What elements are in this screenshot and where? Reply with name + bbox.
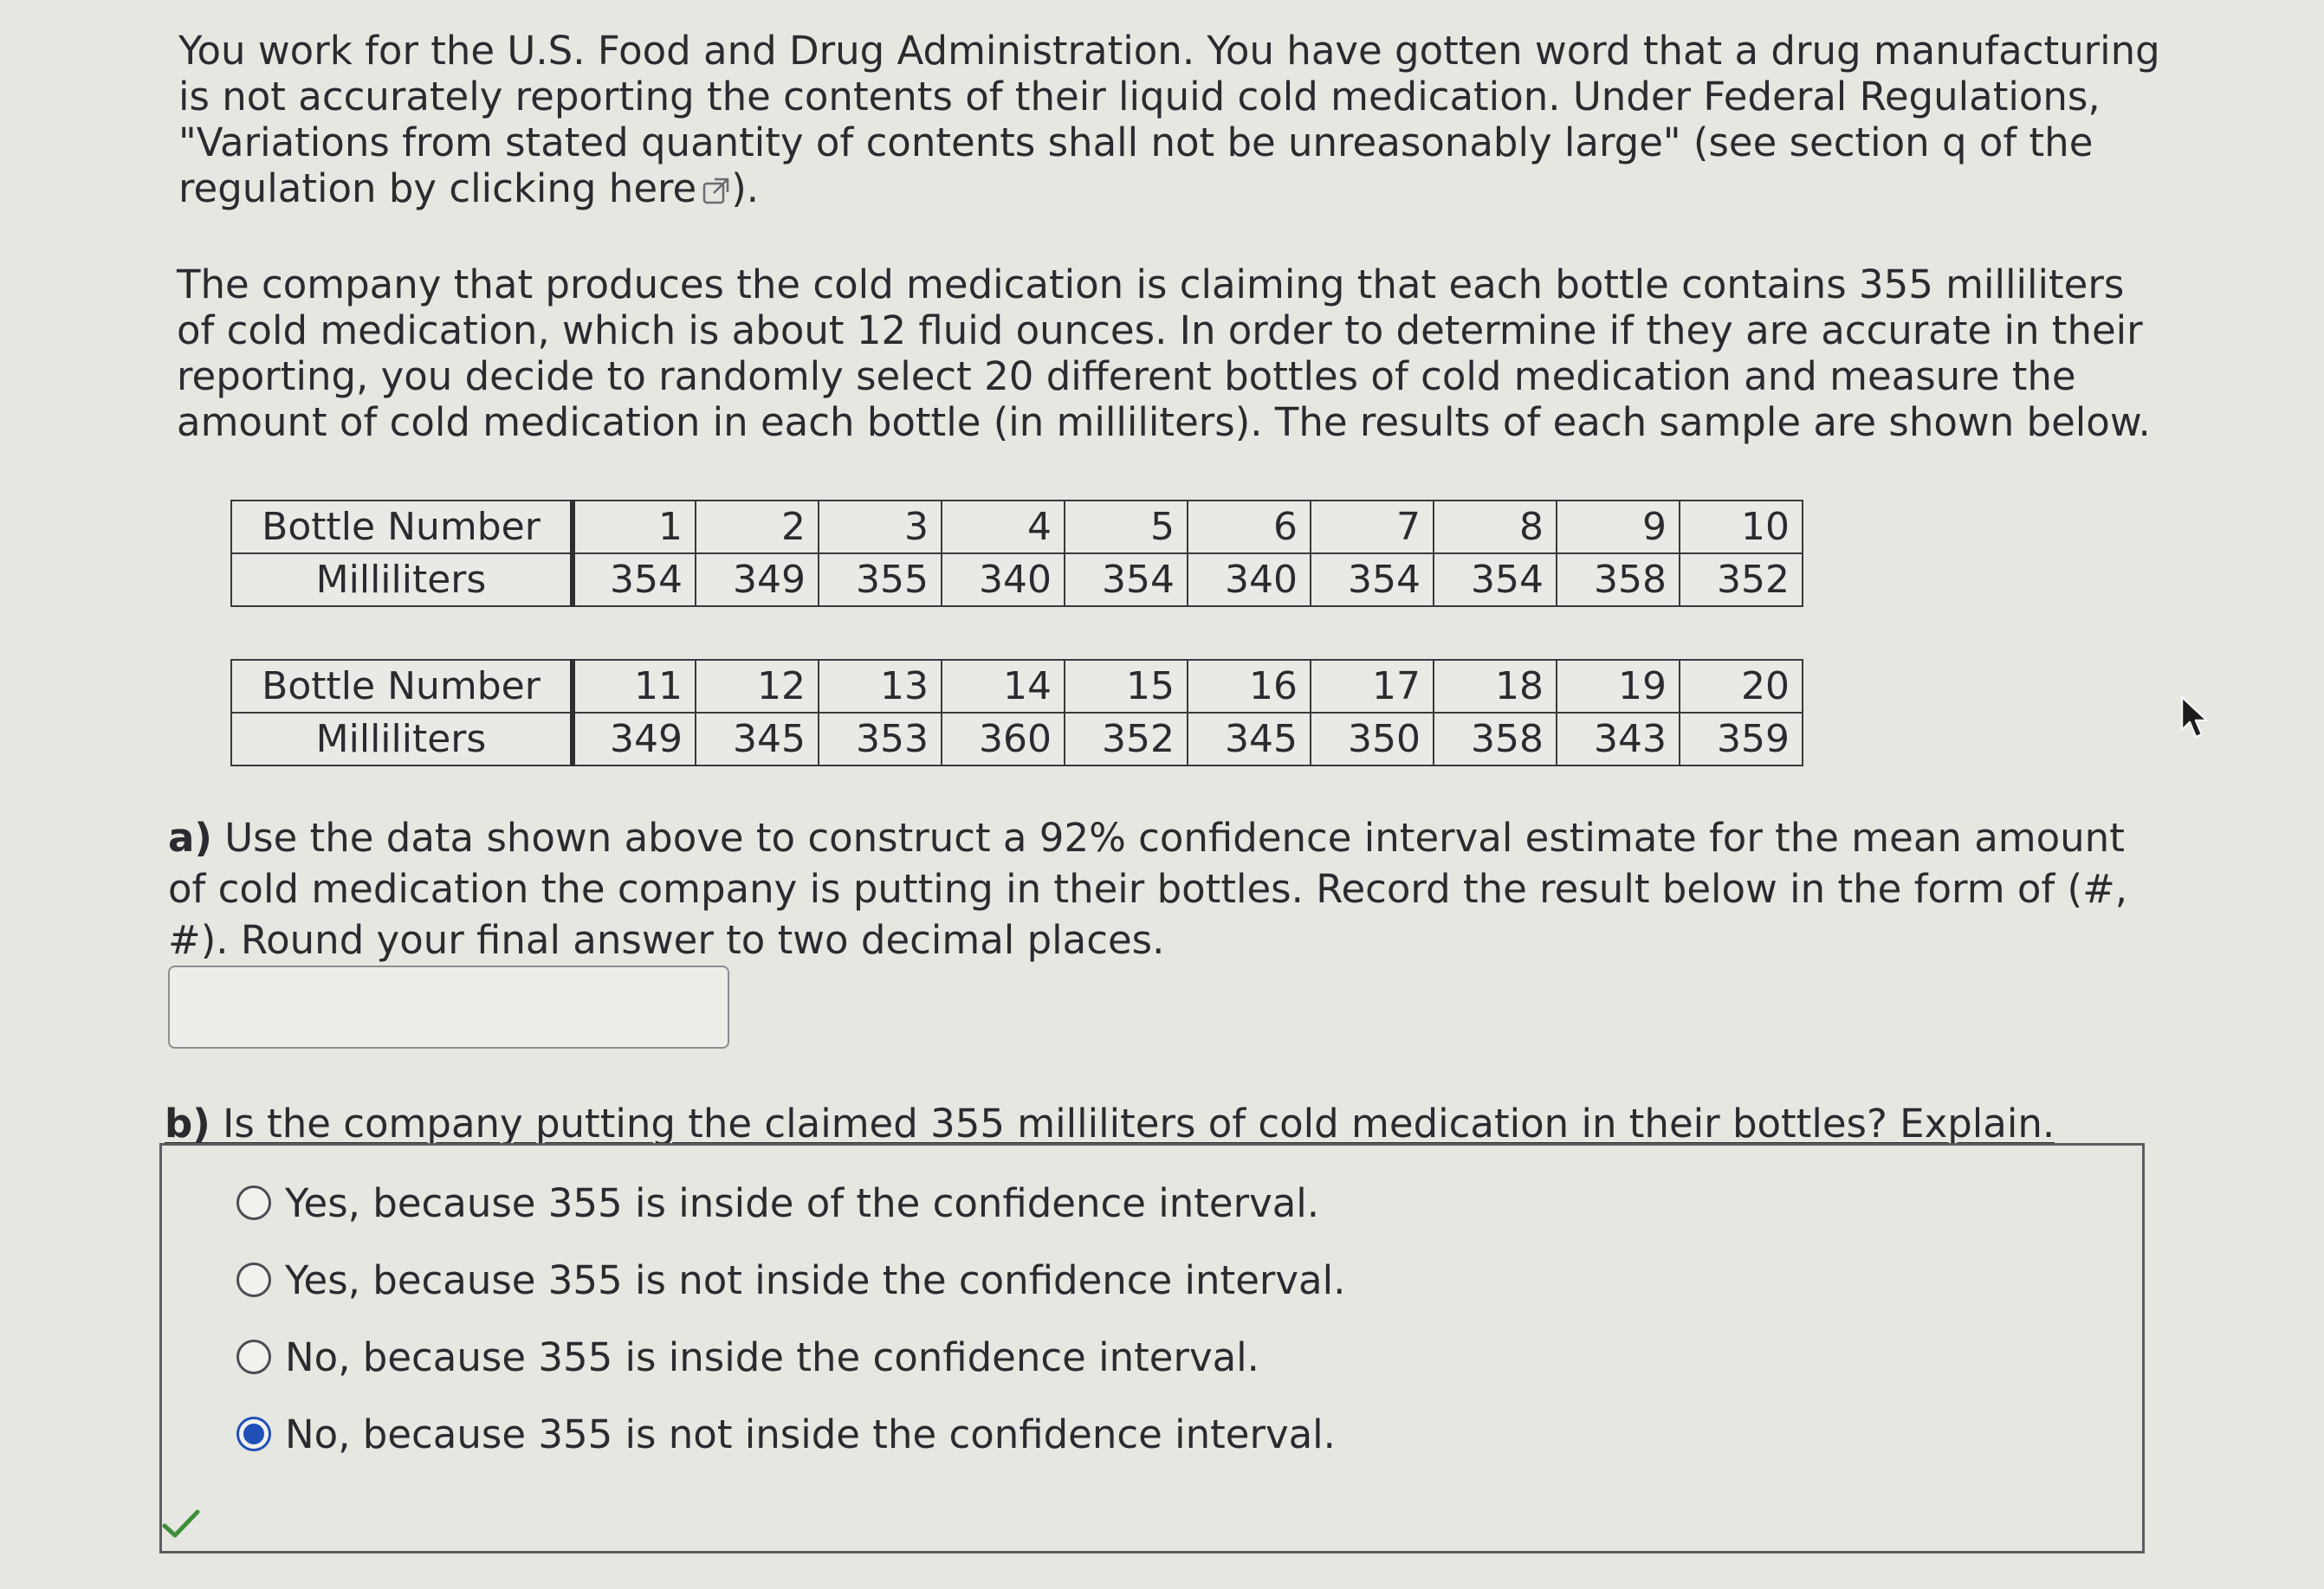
milliliters-cell: 360 [942, 713, 1065, 765]
radio-button-selected[interactable] [236, 1417, 271, 1451]
row-label-bottle-number: Bottle Number [231, 501, 573, 553]
bottle-number-cell: 5 [1065, 501, 1188, 553]
radio-button[interactable] [236, 1185, 271, 1220]
milliliters-cell: 345 [1188, 713, 1311, 765]
bottle-number-cell: 17 [1311, 660, 1434, 713]
question-a-text: Use the data shown above to construct a 92% confidence interval estimate for the mean amount of cold medication the company is putting in their bottles. Record the result below in the form of (#, #). Round your final answer to two decimal places. [168, 815, 2128, 963]
milliliters-cell: 349 [573, 713, 696, 765]
row-label-milliliters: Milliliters [231, 553, 573, 606]
bottle-number-cell: 9 [1557, 501, 1680, 553]
bottle-number-cell: 20 [1680, 660, 1803, 713]
option-label: No, because 355 is not inside the confidence interval. [285, 1411, 1336, 1457]
milliliters-cell: 358 [1434, 713, 1557, 765]
bottle-number-cell: 2 [696, 501, 819, 553]
option-label: Yes, because 355 is not inside the confidence interval. [285, 1256, 1346, 1303]
bottle-number-cell: 13 [819, 660, 942, 713]
bottle-number-cell: 7 [1311, 501, 1434, 553]
bottle-number-cell: 15 [1065, 660, 1188, 713]
milliliters-cell: 349 [696, 553, 819, 606]
milliliters-cell: 340 [1188, 553, 1311, 606]
bottle-number-cell: 3 [819, 501, 942, 553]
table-row [231, 553, 1803, 606]
bottle-number-cell: 16 [1188, 660, 1311, 713]
milliliters-cell: 358 [1557, 553, 1680, 606]
milliliters-cell: 345 [696, 713, 819, 765]
table-row [231, 713, 1803, 765]
milliliters-cell: 354 [1434, 553, 1557, 606]
milliliters-cell: 340 [942, 553, 1065, 606]
bottle-table-1 [230, 500, 1803, 607]
table-row [231, 660, 1803, 713]
option-label: Yes, because 355 is inside of the confidence interval. [285, 1179, 1320, 1226]
intro-text: You work for the U.S. Food and Drug Administration. You have gotten word that a drug manufacturing is not accurately reporting the contents of their liquid cold medication. Under Federal Regulations, "Variations from stated quantity of contents shall not be unreasonably large" (see section q of the regulation by clicking here [178, 28, 2160, 211]
bottle-table-2 [230, 659, 1803, 766]
bottle-number-cell: 6 [1188, 501, 1311, 553]
external-link-icon[interactable] [702, 169, 731, 215]
bottle-number-cell: 8 [1434, 501, 1557, 553]
milliliters-cell: 354 [1311, 553, 1434, 606]
milliliters-cell: 359 [1680, 713, 1803, 765]
option-label: No, because 355 is inside the confidence interval. [285, 1334, 1259, 1380]
question-b-label: b) [165, 1101, 210, 1147]
table-row [231, 501, 1803, 553]
bottle-number-cell: 1 [573, 501, 696, 553]
milliliters-cell: 354 [1065, 553, 1188, 606]
question-b-text: Is the company putting the claimed 355 milliliters of cold medication in their bottles? Explain. [223, 1101, 2055, 1147]
milliliters-cell: 355 [819, 553, 942, 606]
question-b [165, 1100, 2157, 1148]
check-mark-icon [161, 1507, 201, 1545]
milliliters-cell: 352 [1065, 713, 1188, 765]
milliliters-cell: 343 [1557, 713, 1680, 765]
mouse-cursor-icon [2178, 695, 2213, 744]
option-no-not-inside[interactable] [236, 1408, 1336, 1460]
bottle-number-cell: 12 [696, 660, 819, 713]
milliliters-cell: 354 [573, 553, 696, 606]
row-label-milliliters: Milliliters [231, 713, 573, 765]
confidence-interval-answer-input[interactable] [168, 966, 729, 1049]
bottle-number-cell: 14 [942, 660, 1065, 713]
radio-button[interactable] [236, 1340, 271, 1374]
intro-text-end: ). [731, 165, 760, 211]
radio-button[interactable] [236, 1263, 271, 1297]
option-yes-not-inside[interactable] [236, 1254, 1345, 1306]
scenario-paragraph: The company that produces the cold medication is claiming that each bottle contains 355 milliliters of cold medication, which is about 12 fluid ounces. In order to determine if they are accurate in their reporting, you decide to randomly select 20 different bottles of cold medication and measure the amount of cold medication in each bottle (in milliliters). The results of each sample are shown below. [177, 262, 2151, 445]
bottle-number-cell: 10 [1680, 501, 1803, 553]
row-label-bottle-number: Bottle Number [231, 660, 573, 713]
answer-options-box [159, 1143, 2145, 1553]
bottle-number-cell: 18 [1434, 660, 1557, 713]
milliliters-cell: 350 [1311, 713, 1434, 765]
bottle-number-cell: 19 [1557, 660, 1680, 713]
intro-paragraph [178, 28, 2171, 215]
milliliters-cell: 352 [1680, 553, 1803, 606]
milliliters-cell: 353 [819, 713, 942, 765]
option-yes-inside[interactable] [236, 1177, 1319, 1229]
bottle-number-cell: 11 [573, 660, 696, 713]
option-no-inside[interactable] [236, 1331, 1259, 1383]
bottle-number-cell: 4 [942, 501, 1065, 553]
question-a-label: a) [168, 815, 212, 861]
question-a [168, 812, 2160, 966]
